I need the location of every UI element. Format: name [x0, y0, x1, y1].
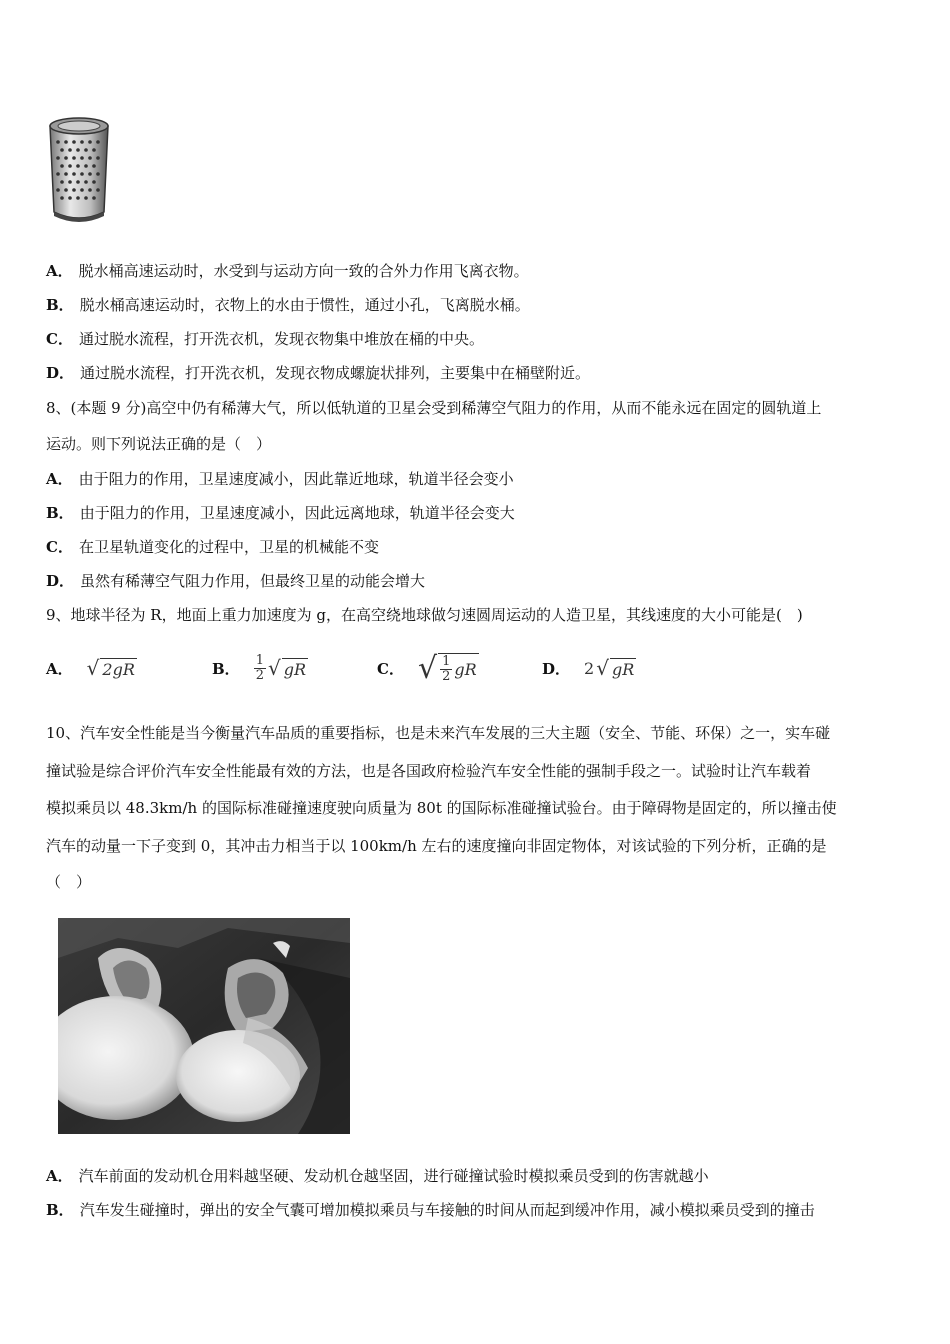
q9-stem: 9、地球半径为 R，地面上重力加速度为 g，在高空绕地球做匀速圆周运动的人造卫星，其线速度的大小可能是( ): [46, 606, 803, 624]
option-text: 在卫星轨道变化的过程中，卫星的机械能不变: [78, 538, 379, 556]
q10-stem-line1: 10、汽车安全性能是当今衡量汽车品质的重要指标，也是未来汽车发展的三大主题（安全、节能、环保）之一，实车碰: [46, 724, 831, 742]
option-text: 汽车前面的发动机仓用料越坚硬、发动机仓越坚固，进行碰撞试验时模拟乘员受到的伤害就越小: [78, 1167, 709, 1185]
fraction-sqrt-expression: $\frac{1}{2}$ √ gR: [255, 652, 307, 683]
option-label: D．: [46, 572, 75, 590]
option-label: A．: [46, 262, 73, 280]
option-label: B．: [46, 296, 74, 314]
washing-machine-drum-image: [44, 112, 114, 230]
option-label: D．: [542, 659, 571, 678]
fraction: [254, 654, 266, 683]
option-label: C．: [46, 538, 73, 556]
option-label: B．: [212, 659, 240, 678]
q10-option-a: [46, 1166, 709, 1186]
q10-option-b: [46, 1200, 815, 1220]
q8-option-a: [46, 469, 514, 489]
option-label: C．: [46, 330, 73, 348]
radicand: gR: [454, 659, 477, 679]
q7-option-d: [46, 363, 590, 383]
q8-option-b: [46, 503, 515, 523]
q8-stem-line2: 运动。则下列说法正确的是（ ）: [46, 435, 272, 453]
q9-option-a: [46, 640, 137, 696]
option-text: 汽车发生碰撞时，弹出的安全气囊可增加模拟乘员与车接触的时间从而起到缓冲作用，减小模拟乘员受到的撞击: [79, 1201, 815, 1219]
q9-option-d: [542, 640, 636, 696]
question-text: (本题 9 分)高空中仍有稀薄大气，所以低轨道的卫星会受到稀薄空气阻力的作用，从而不能永远在固定的圆轨道上: [70, 399, 822, 417]
q9-options: [46, 640, 906, 696]
option-label: D．: [46, 364, 75, 382]
option-text: 通过脱水流程，打开洗衣机，发现衣物集中堆放在桶的中央。: [78, 330, 484, 348]
q8-option-d: [46, 571, 425, 591]
crash-test-photo: [58, 918, 350, 1134]
question-number: 8、: [46, 399, 71, 417]
numerator: 1: [442, 653, 451, 669]
q7-option-c: [46, 329, 484, 349]
q10-stem-line4: 汽车的动量一下子变到 0，其冲击力相当于以 100km/h 左右的速度撞向非固定物体，对该试验的下列分析，正确的是: [46, 837, 827, 855]
fraction: [440, 655, 452, 684]
option-label: A．: [46, 1167, 73, 1185]
option-label: B．: [46, 1201, 74, 1219]
sqrt-fraction-expression: √ $\frac{1}{2}$ gR: [417, 650, 477, 686]
denominator: 2: [255, 667, 264, 683]
radicand: 2gR: [102, 659, 135, 679]
q8-option-c: [46, 537, 379, 557]
option-text: 由于阻力的作用，卫星速度减小，因此靠近地球，轨道半径会变小: [78, 470, 514, 488]
coefficient: 2: [584, 658, 595, 678]
option-text: 虽然有稀薄空气阻力作用，但最终卫星的动能会增大: [80, 572, 426, 590]
q7-option-a: [46, 261, 529, 281]
q10-stem-line5: （ ）: [46, 873, 92, 891]
radicand: gR: [283, 659, 307, 679]
option-label: A．: [46, 470, 73, 488]
q8-stem-line1: [46, 398, 821, 418]
option-label: B．: [46, 504, 74, 522]
q9-option-b: [212, 640, 308, 696]
option-text: 脱水桶高速运动时，水受到与运动方向一致的合外力作用飞离衣物。: [78, 262, 529, 280]
option-text: 脱水桶高速运动时，衣物上的水由于惯性，通过小孔，飞离脱水桶。: [79, 296, 530, 314]
option-text: 通过脱水流程，打开洗衣机，发现衣物成螺旋状排列，主要集中在桶壁附近。: [80, 364, 591, 382]
option-text: 由于阻力的作用，卫星速度减小，因此远离地球，轨道半径会变大: [79, 504, 515, 522]
q10-stem-line2: 撞试验是综合评价汽车安全性能最有效的方法，也是各国政府检验汽车安全性能的强制手段之一。试验时让汽车载着: [46, 762, 812, 780]
sqrt-expression: √ 2gR: [86, 656, 135, 680]
q9-option-c: [377, 640, 479, 696]
q10-stem-line3: 模拟乘员以 48.3km/h 的国际标准碰撞速度驶向质量为 80t 的国际标准碰撞试验台。由于障碍物是固定的，所以撞击使: [46, 799, 837, 817]
q7-option-b: [46, 295, 530, 315]
option-label: C．: [377, 659, 404, 678]
option-label: A．: [46, 659, 73, 678]
radicand: gR: [611, 659, 635, 679]
numerator: 1: [255, 652, 264, 668]
coef-sqrt-expression: 2 √ gR: [584, 656, 635, 680]
denominator: 2: [442, 668, 451, 684]
